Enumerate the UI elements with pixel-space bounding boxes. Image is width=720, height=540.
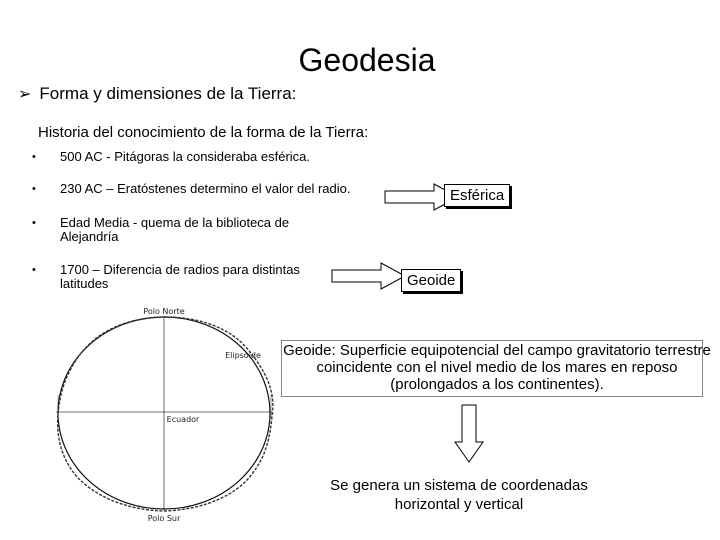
spherical-box: Esférica	[444, 184, 510, 207]
bullet-item	[32, 150, 330, 164]
bullet-item	[32, 216, 320, 244]
arrow-right-icon	[331, 262, 407, 290]
subtitle-text: Forma y dimensiones de la Tierra:	[39, 84, 297, 103]
arrow-bullet-icon: ➢	[18, 86, 32, 103]
geoid-box: Geoide	[401, 269, 461, 292]
ellipsoid-label: Elipsoide	[225, 351, 261, 360]
bullet-item	[32, 182, 380, 196]
bullet-item	[32, 263, 325, 291]
bullet-dot: •	[32, 264, 36, 276]
geoid-ellipsoid-figure	[40, 300, 290, 530]
bullet-dot: •	[32, 217, 36, 229]
north-pole-label: Polo Norte	[143, 307, 185, 316]
south-pole-label: Polo Sur	[147, 514, 181, 523]
bullet-text: 500 AC - Pitágoras la consideraba esférica.	[60, 149, 311, 164]
subtitle	[18, 84, 296, 104]
bullet-dot: •	[32, 151, 36, 163]
geoid-definition: Geoide: Superficie equipotencial del campo gravitatorio terrestre coincidente con el nivel medio de los mares en reposo (prolongados a los continentes).	[283, 342, 711, 393]
bullet-dot: •	[32, 183, 36, 195]
equator-label: Ecuador	[166, 415, 200, 424]
result-text: Se genera un sistema de coordenadas horizontal y vertical	[330, 477, 588, 513]
slide-title: Geodesia	[298, 42, 436, 78]
bullet-text: 1700 – Diferencia de radios para distintas latitudes	[60, 262, 300, 291]
intro-heading: Historia del conocimiento de la forma de la Tierra:	[38, 124, 369, 141]
bullet-text: 230 AC – Eratóstenes determino el valor del radio.	[60, 181, 351, 196]
bullet-text: Edad Media - quema de la biblioteca de Alejandría	[60, 215, 290, 244]
arrow-down-icon	[454, 404, 484, 464]
